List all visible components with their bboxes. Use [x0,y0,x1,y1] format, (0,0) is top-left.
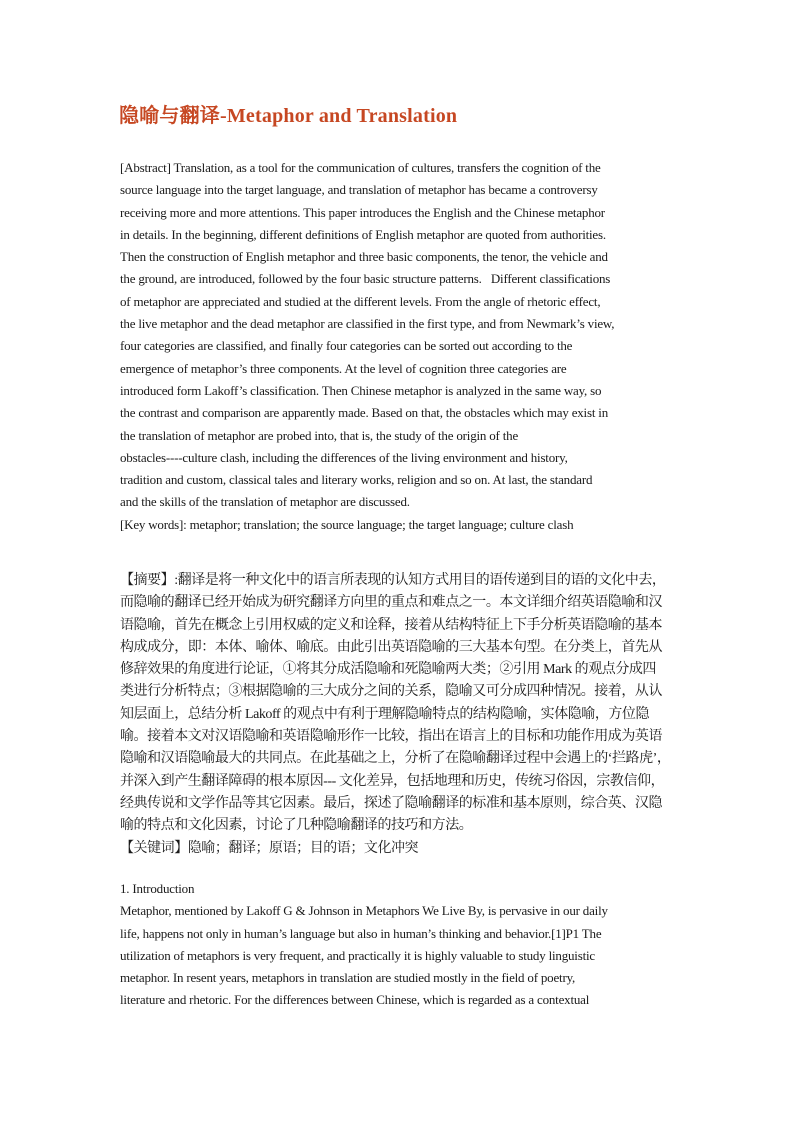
zh-abstract-line: 喻。接着本文对汉语隐喻和英语隐喻形作一比较，指出在语言上的目标和功能作用成为英语 [120,729,662,745]
abstract-line: Then the construction of English metaphor and three basic components, the tenor, the vehicle and [120,249,608,265]
zh-abstract-line: 知层面上，总结分析 Lakoff 的观点中有利于理解隐喻特点的结构隐喻，实体隐喻，方位隐 [120,706,650,722]
abstract-line: introduced form Lakoff’s classification. Then Chinese metaphor is analyzed in the same way, so [120,382,602,398]
abstract-line: the translation of metaphor are probed into, that is, the study of the origin of the [120,427,519,443]
zh-abstract-line: 而隐喻的翻译已经开始成为研究翻译方向里的重点和难点之一。本文详细介绍英语隐喻和汉 [120,595,662,611]
english-abstract [120,157,680,536]
abstract-line: obstacles----culture clash, including the differences of the living environment and history, [120,449,568,465]
abstract-line: tradition and custom, classical tales and literary works, religion and so on. At last, the standard [120,472,593,488]
section-heading: 1. Introduction [120,881,195,896]
zh-abstract-line: 修辞效果的角度进行论证，①将其分成活隐喻和死隐喻两大类；②引用 Mark 的观点分成四 [120,662,656,678]
abstract-line: four categories are classified, and finally four categories can be sorted out according to the [120,338,573,354]
intro-line: utilization of metaphors is very frequent, and practically it is highly valuable to study linguistic [120,947,595,963]
chinese-abstract [120,570,680,860]
intro-line: metaphor. In resent years, metaphors in translation are studied mostly in the field of poetry, [120,970,576,986]
intro-line: life, happens not only in human’s language but also in human’s thinking and behavior.[1]P1 The [120,925,602,941]
abstract-line: of metaphor are appreciated and studied at the different levels. From the angle of rhetoric effect, [120,293,601,309]
abstract-line: [Abstract] Translation, as a tool for the communication of cultures, transfers the cognition of the [120,160,601,175]
intro-line: Metaphor, mentioned by Lakoff G & Johnson in Metaphors We Live By, is pervasive in our daily [120,903,608,919]
introduction-section [120,878,680,1012]
zh-abstract-line: 【摘要】:翻译是将一种文化中的语言所表现的认知方式用目的语传递到目的语的文化中去， [120,573,666,588]
zh-abstract-line: 构成成分，即：本体、喻体、喻底。由此引出英语隐喻的三大基本句型。在分类上，首先从 [120,639,662,655]
zh-abstract-line: 经典传说和文学作品等其它因素。最后，探述了隐喻翻译的标准和基本原则，综合英、汉隐 [120,795,662,811]
abstract-line: the ground, are introduced, followed by the four basic structure patterns. Different classifications [120,271,611,287]
document-title: 隐喻与翻译-Metaphor and Translation [119,105,458,127]
abstract-line: in details. In the beginning, different definitions of English metaphor are quoted from authorities. [120,226,606,242]
zh-abstract-line: 语隐喻，首先在概念上引用权威的定义和诠释，接着从结构特征上下手分析英语隐喻的基本 [120,617,662,633]
zh-abstract-line: 并深入到产生翻译障碍的根本原因--- 文化差异，包括地理和历史，传统习俗因，宗教信仰， [120,773,665,789]
zh-abstract-line: 喻的特点和文化因素，讨论了几种隐喻翻译的技巧和方法。 [120,818,473,834]
chinese-keywords-line: 【关键词】隐喻；翻译；原语；目的语；文化冲突 [120,840,419,856]
zh-abstract-line: 类进行分析特点；③根据隐喻的三大成分之间的关系，隐喻又可分成四种情况。接着，从认 [120,684,662,700]
abstract-line: and the skills of the translation of metaphor are discussed. [120,494,410,510]
abstract-line: the contrast and comparison are apparently made. Based on that, the obstacles which may exist in [120,405,609,421]
abstract-line: source language into the target language, and translation of metaphor has became a controversy [120,182,598,198]
english-keywords-line: [Key words]: metaphor; translation; the source language; the target language; culture clash [120,516,574,532]
abstract-line: the live metaphor and the dead metaphor are classified in the first type, and from Newmark’s view, [120,316,615,332]
zh-abstract-line: 隐喻和汉语隐喻最大的共同点。在此基础之上，分析了在隐喻翻译过程中会遇上的‘拦路虎’， [120,751,671,767]
intro-line: literature and rhetoric. For the differences between Chinese, which is regarded as a contextual [120,992,590,1008]
abstract-line: emergence of metaphor’s three components. At the level of cognition three categories are [120,360,567,376]
abstract-line: receiving more and more attentions. This paper introduces the English and the Chinese metaphor [120,204,605,220]
